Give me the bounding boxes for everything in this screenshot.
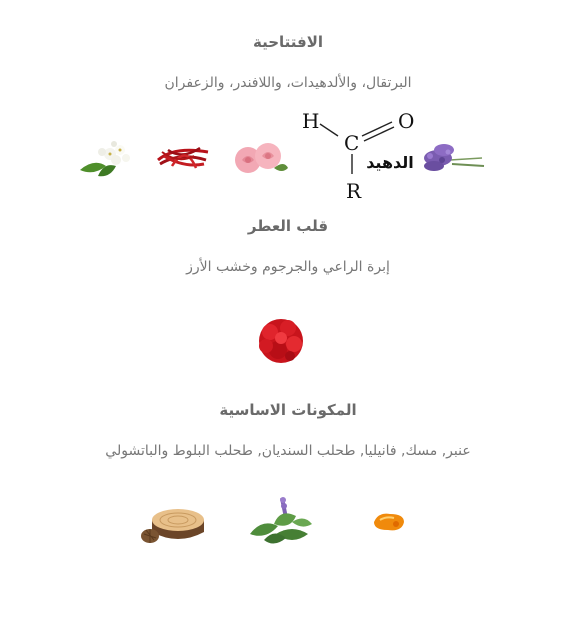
cedar-wood-icon [138,502,206,546]
base-notes-ingredients [0,492,576,552]
heart-notes-ingredients [0,312,576,372]
aldehyde-h-label: H [302,109,320,133]
patchouli-herb-icon [246,494,316,550]
rose-icon [230,138,290,178]
top-notes-title: الافتتاحية [252,33,324,51]
aldehyde-o-label: O [398,109,415,133]
top-notes-description: البرتقال، والألدهيدات، واللافندر، والزعفران [164,75,412,91]
amber-resin-icon [370,508,408,536]
base-notes-title: المكونات الاساسية [219,401,357,419]
jasmine-flower-icon [76,136,138,180]
heart-notes-description: إبرة الراعي والجرجوم وخشب الأرز [186,259,390,275]
aldehyde-r-label: R [346,179,362,200]
base-notes-description: عنبر, مسك, فانيليا, طحلب السنديان, طحلب البلوط والباتشولي [105,443,471,459]
aldehyde-label: الدهيد [366,153,414,172]
top-notes-ingredients [0,108,576,198]
saffron-icon [154,138,212,174]
lavender-icon [422,136,486,176]
heart-notes-title: قلب العطر [247,217,329,235]
aldehyde-structure-icon [300,108,420,200]
geranium-flower-icon [254,316,308,366]
aldehyde-c-label: C [344,131,360,155]
